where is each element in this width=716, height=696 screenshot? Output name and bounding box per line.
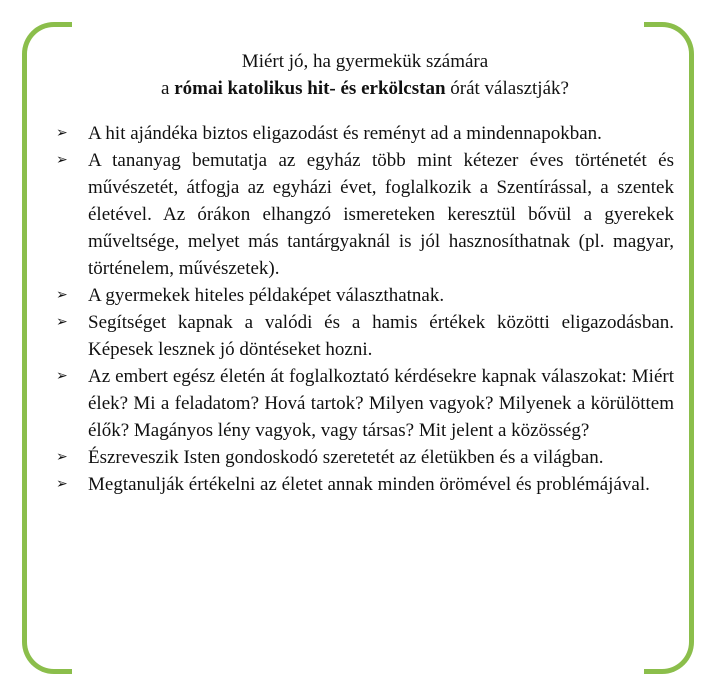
list-item <box>56 444 674 471</box>
arrowhead-bullet-icon: ➢ <box>56 152 68 168</box>
benefit-list <box>56 120 674 498</box>
heading-suffix: órát választják? <box>445 78 569 99</box>
heading-line-1: Miért jó, ha gyermekük számára <box>241 51 489 72</box>
heading-bold-subject: római katolikus hit- és erkölcstan <box>174 78 446 99</box>
list-item <box>56 147 674 282</box>
list-item <box>56 309 674 363</box>
list-item <box>56 120 674 147</box>
arrowhead-bullet-icon: ➢ <box>56 125 68 141</box>
arrowhead-bullet-icon: ➢ <box>56 287 68 303</box>
list-item-text: Észreveszik Isten gondoskodó szeretetét az életükben és a világban. <box>88 447 604 468</box>
list-item-text: Az embert egész életén át foglalkoztató kérdésekre kapnak válaszokat: Miért élek? Mi a feladatom? Hová tartok? Milyen vagyok? Milyenek a körülöttem élők? Magányos lény vagyok, vagy társas? Mit jelent a közösség? <box>88 366 674 441</box>
list-item <box>56 471 674 498</box>
arrowhead-bullet-icon: ➢ <box>56 314 68 330</box>
list-item <box>56 363 674 444</box>
list-item-text: Megtanulják értékelni az életet annak minden örömével és problémájával. <box>88 474 650 495</box>
arrowhead-bullet-icon: ➢ <box>56 449 68 465</box>
heading-line-2 <box>56 75 674 102</box>
list-item <box>56 282 674 309</box>
info-box <box>56 48 674 498</box>
arrowhead-bullet-icon: ➢ <box>56 476 68 492</box>
list-item-text: A hit ajándéka biztos eligazodást és reményt ad a mindennapokban. <box>88 123 602 144</box>
list-item-text: Segítséget kapnak a valódi és a hamis értékek közötti eligazodásban. Képesek lesznek jó döntéseket hozni. <box>88 312 674 360</box>
heading <box>56 48 674 102</box>
arrowhead-bullet-icon: ➢ <box>56 368 68 384</box>
list-item-text: A tananyag bemutatja az egyház több mint kétezer éves történetét és művészetét, átfogja az egyházi évet, foglalkozik a Szentírással, a szentek életével. Az órákon elhangzó ismereteken keresztül bővül a gyerekek műveltsége, melyet más tantárgyaknál is jól hasznosíthatnak (pl. magyar, történelem, művészetek). <box>88 150 674 279</box>
heading-prefix: a <box>161 78 175 99</box>
list-item-text: A gyermekek hiteles példaképet választhatnak. <box>88 285 445 306</box>
